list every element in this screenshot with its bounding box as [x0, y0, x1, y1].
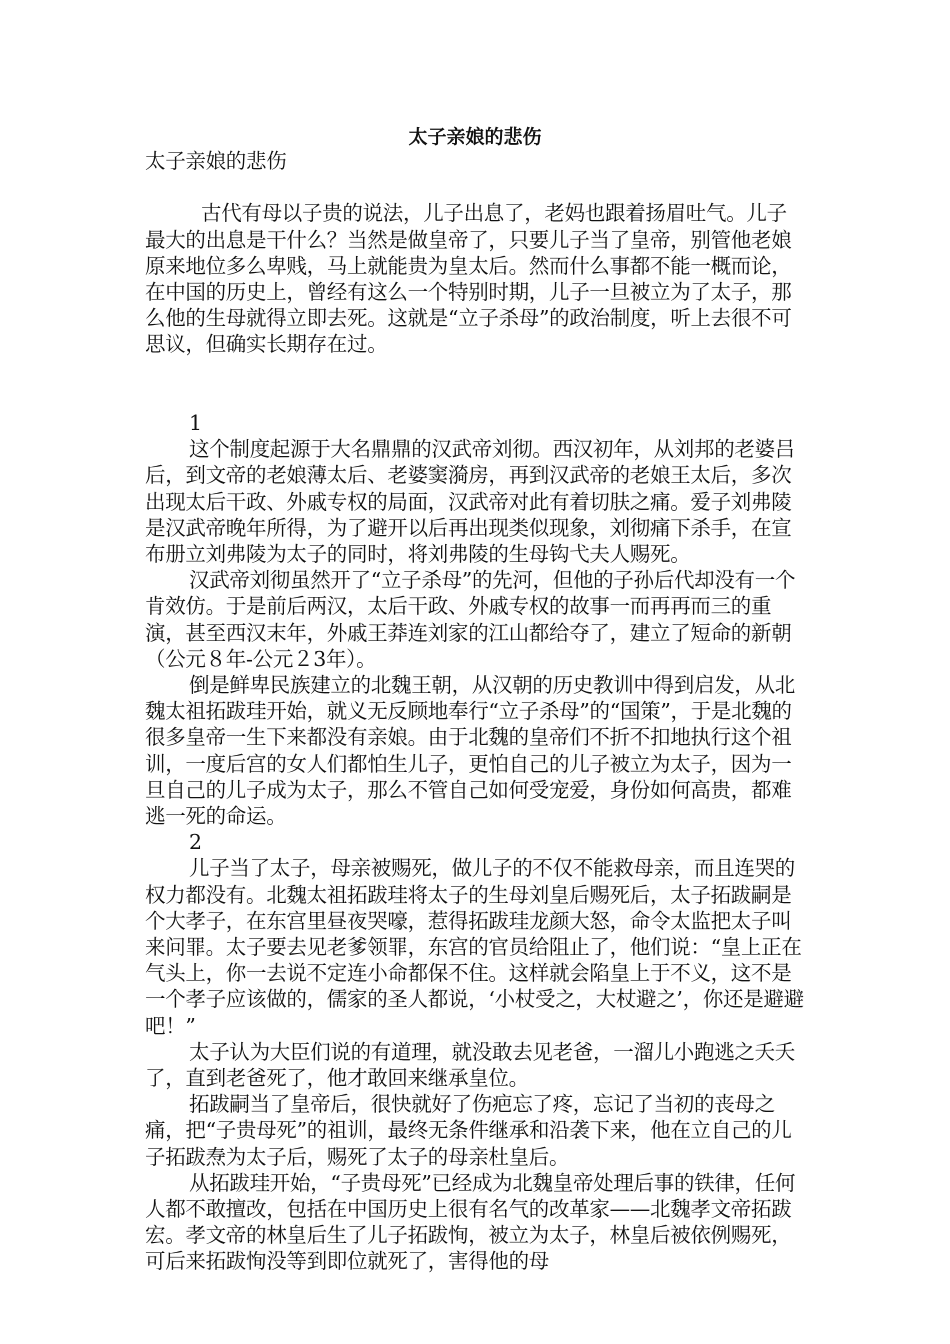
paragraph: 儿子当了太子，母亲被赐死，做儿子的不仅不能救母亲，而且连哭的权力都没有。北魏太祖拓跋珪将太子的生母刘皇后赐死后，太子拓跋嗣是个大孝子，在东宫里昼夜哭嚎，惹得拓跋珪龙颜大怒，命令太监把太子叫来问罪。太子要去见老爹领罪，东宫的官员给阻止了，他们说：“皇上正在气头上，你一去说不定连小命都保不住。这样就会陷皇上于不义，这不是一个孝子应该做的，儒家的圣人都说，‘小杖受之，大杖避之’，你还是避避吧！” [145, 856, 804, 1038]
blank-line [145, 358, 805, 384]
paragraph: 倒是鲜卑民族建立的北魏王朝，从汉朝的历史教训中得到启发，从北魏太祖拓跋珪开始，就义无反顾地奉行“立子杀母”的“国策”，于是北魏的很多皇帝一生下来都没有亲娘。由于北魏的皇帝们不折不扣地执行这个祖训，一度后宫的女人们都怕生儿子，更怕自己的儿子被立为太子，因为一旦自己的儿子成为太子，那么不管自己如何受宠爱，身份如何高贵，都难逃一死的命运。 [145, 673, 795, 829]
paragraph: 太子认为大臣们说的有道理，就没敢去见老爸，一溜儿小跑逃之夭夭了，直到老爸死了，他才敢回来继承皇位。 [145, 1039, 795, 1091]
section-number-2: 2 [189, 830, 202, 855]
paragraph: 汉武帝刘彻虽然开了“立子杀母”的先河，但他的子孙后代却没有一个肯效仿。于是前后两汉，太后干政、外戚专权的故事一而再再而三的重演，甚至西汉末年，外戚王莽连刘家的江山都给夺了，建立了短命的新朝（公元８年-公元２3年）。 [145, 568, 796, 671]
section-number-1: 1 [189, 410, 202, 435]
paragraph: 从拓跋珪开始，“子贵母死”已经成为北魏皇帝处理后事的铁律，任何人都不敢擅改，包括在中国历史上很有名气的改革家——北魏孝文帝拓跋宏。孝文帝的林皇后生了儿子拓跋恂，被立为太子，林皇后被依例赐死，可后来拓跋恂没等到即位就死了，害得他的母 [145, 1170, 796, 1274]
paragraph: 拓跋嗣当了皇帝后，很快就好了伤疤忘了疼，忘记了当初的丧母之痛，把“子贵母死”的祖训，最终无条件继承和沿袭下来，他在立自己的儿子拓跋焘为太子后，赐死了太子的母亲杜皇后。 [145, 1092, 792, 1169]
intro-paragraph: 古代有母以子贵的说法，儿子出息了，老妈也跟着扬眉吐气。儿子最大的出息是干什么？当然是做皇帝了，只要儿子当了皇帝，别管他老娘原来地位多么卑贱，马上就能贵为皇太后。然而什么事都不能一概而论，在中国的历史上，曾经有这么一个特别时期，儿子一旦被立为了太子，那么他的生母就得立即去死。这就是“立子杀母”的政治制度，听上去很不可思议，但确实长期存在过。 [145, 201, 792, 357]
document-subtitle: 太子亲娘的悲伤 [145, 149, 287, 173]
blank-line [145, 384, 805, 410]
blank-line [145, 174, 805, 200]
paragraph: 这个制度起源于大名鼎鼎的汉武帝刘彻。西汉初年，从刘邦的老婆吕后，到文帝的老娘薄太后、老婆窦漪房，再到汉武帝的老娘王太后，多次出现太后干政、外戚专权的局面，汉武帝对此有着切肤之痛。爱子刘弗陵是汉武帝晚年所得，为了避开以后再出现类似现象，刘彻痛下杀手，在宣布册立刘弗陵为太子的同时，将刘弗陵的生母钩弋夫人赐死。 [145, 437, 795, 566]
document-title: 太子亲娘的悲伤 [408, 126, 542, 148]
document-body [145, 148, 805, 1275]
